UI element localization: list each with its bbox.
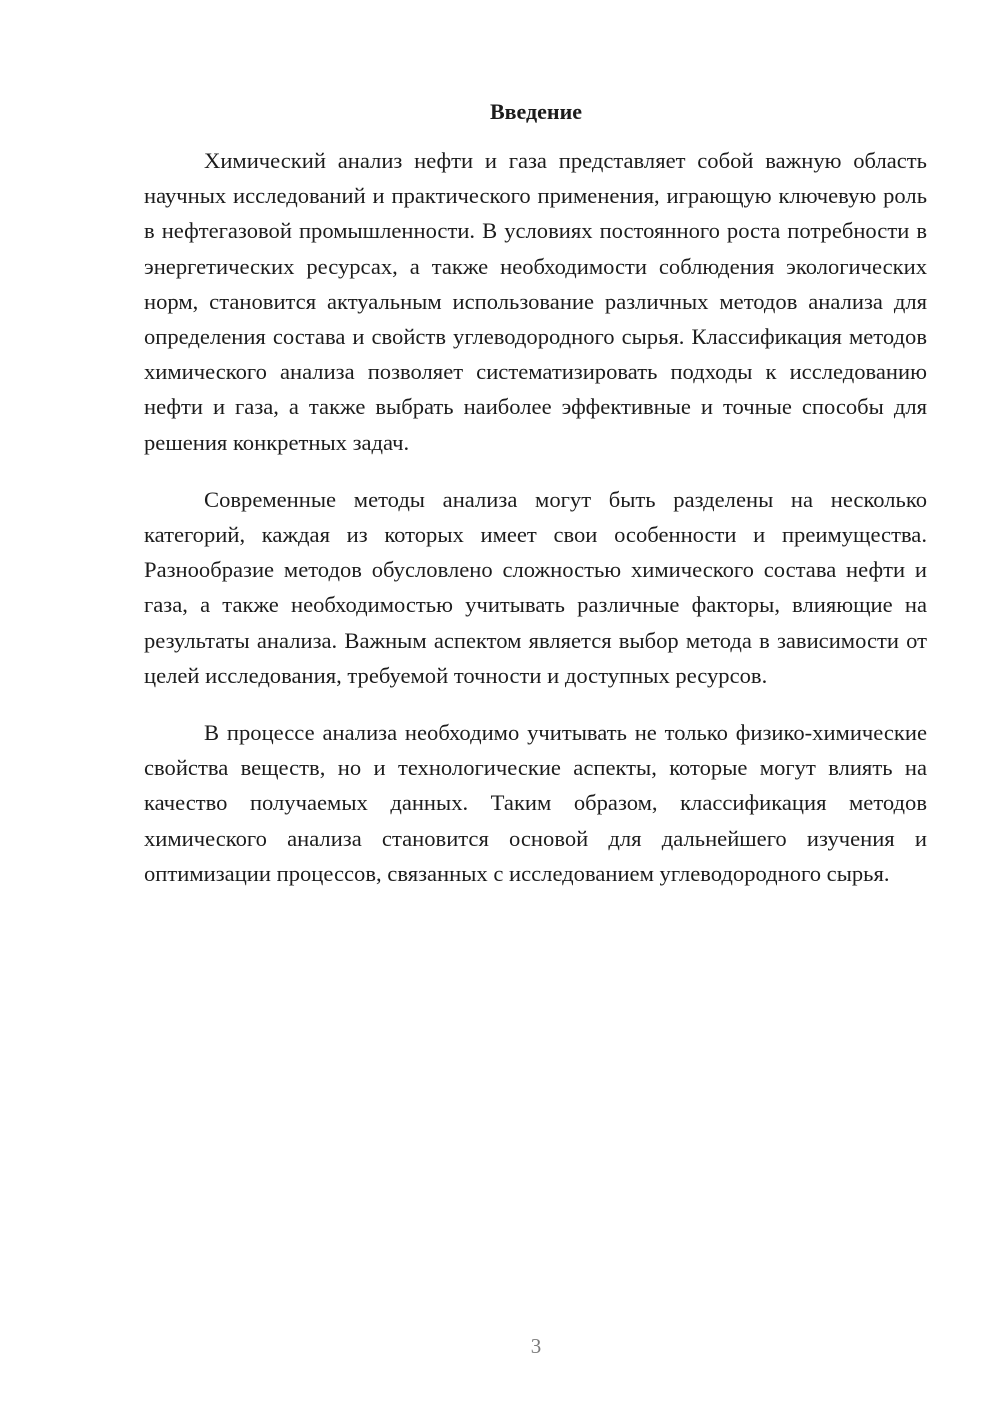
body-text [144, 143, 927, 913]
paragraph-1: Химический анализ нефти и газа представляет собой важную область научных исследований и практического применения, играющую ключевую роль в нефтегазовой промышленности. В условиях постоянного роста потребности в энергетических ресурсах, а также необходимости соблюдения экологических норм, становится актуальным использование различных методов анализа для определения состава и свойств углеводородного сырья. Классификация методов химического анализа позволяет систематизировать подходы к исследованию нефти и газа, а также выбрать наиболее эффективные и точные способы для решения конкретных задач. [144, 148, 927, 455]
paragraph-2: Современные методы анализа могут быть разделены на несколько категорий, каждая из которых имеет свои особенности и преимущества. Разнообразие методов обусловлено сложностью химического состава нефти и газа, а также необходимостью учитывать различные факторы, влияющие на результаты анализа. Важным аспектом является выбор метода в зависимости от целей исследования, требуемой точности и доступных ресурсов. [144, 486, 927, 688]
page-number: 3 [530, 1334, 542, 1358]
paragraph-3: В процессе анализа необходимо учитывать не только физико-химические свойства веществ, но и технологические аспекты, которые могут влиять на качество получаемых данных. Таким образом, классификация методов химического анализа становится основой для дальнейшего изучения и оптимизации процессов, связанных с исследованием углеводородного сырья. [144, 720, 927, 886]
section-heading: Введение [489, 99, 583, 124]
